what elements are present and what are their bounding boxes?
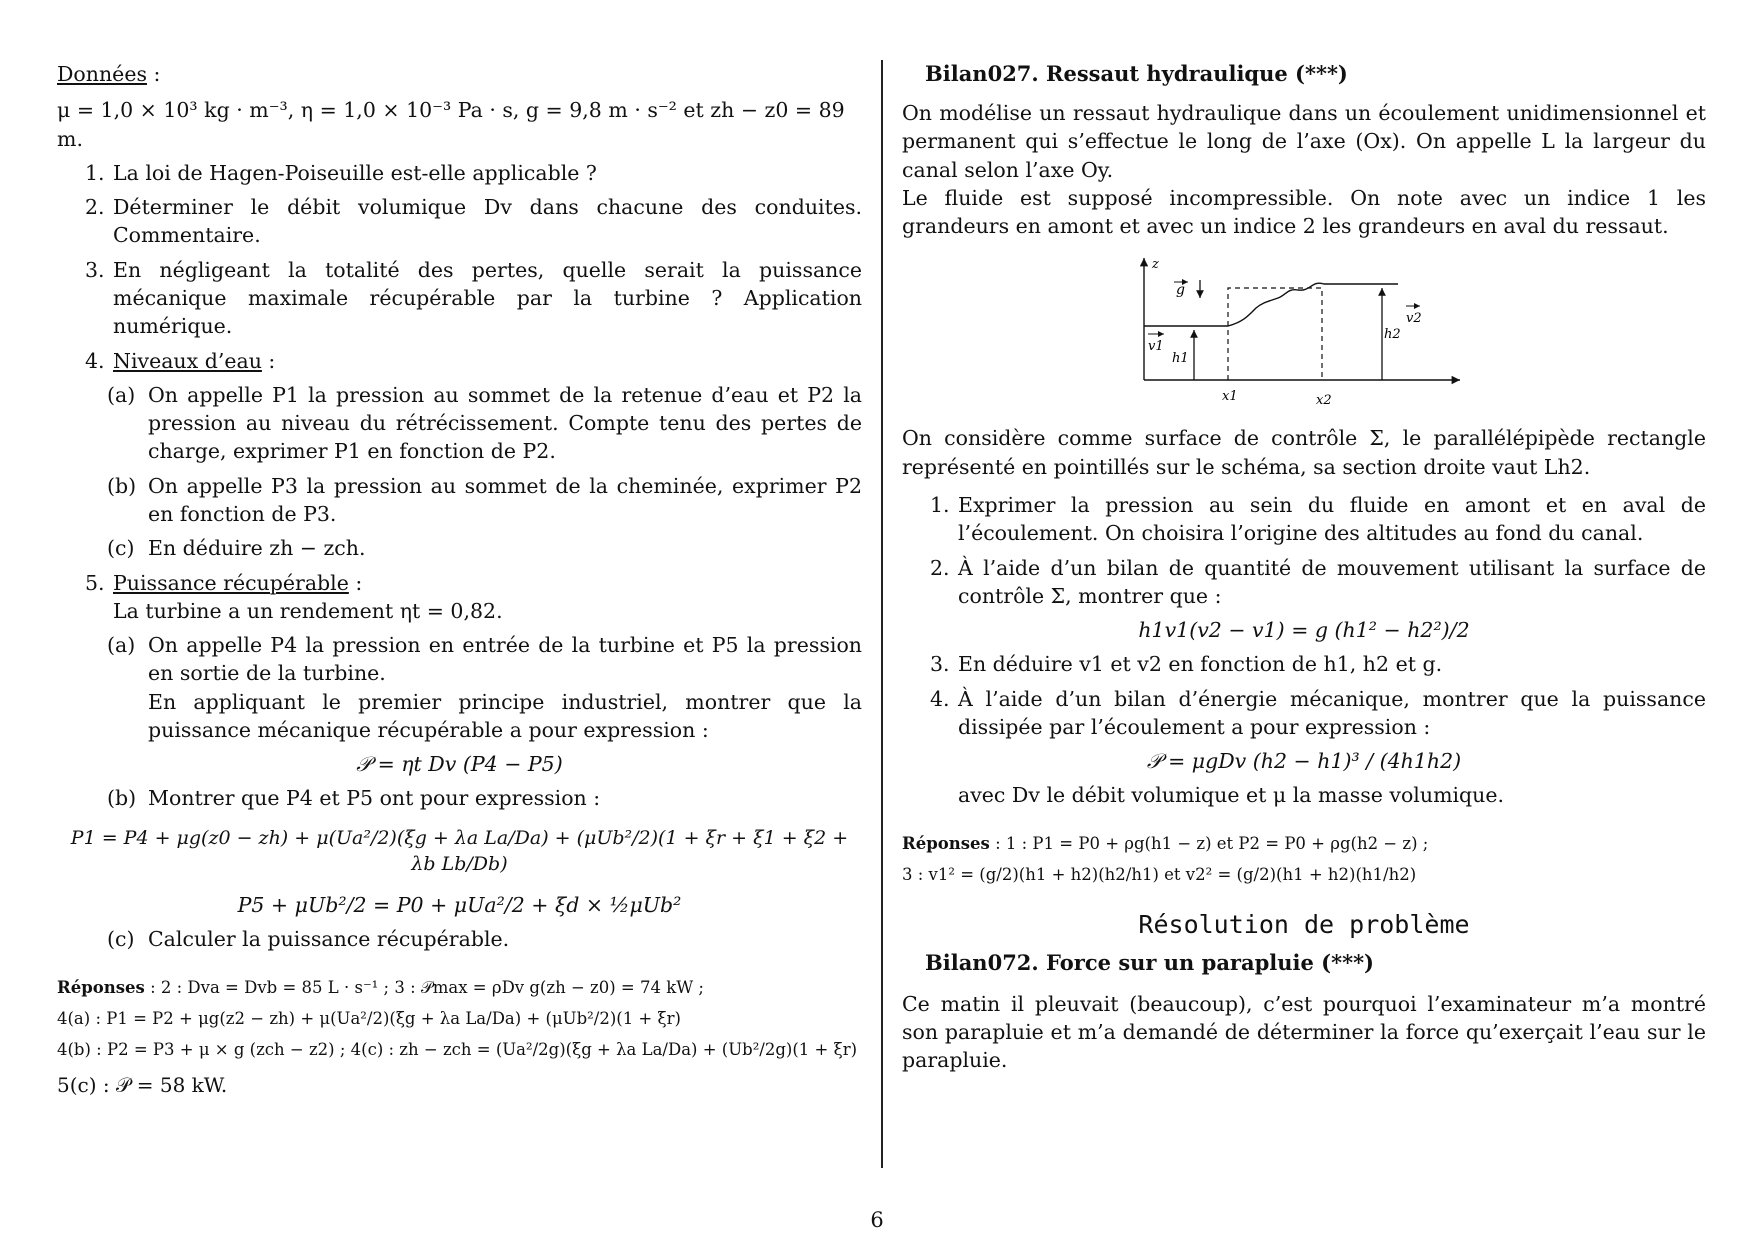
question-5b: (b) Montrer que P4 et P5 ont pour expression :	[107, 786, 601, 811]
answers-line-3: 4(b) : P2 = P3 + μ × g (zch − z2) ; 4(c) : zh − zch = (Ua²/2g)(ξg + λa La/Da) + (Ub²/2g)(1 + ξr)	[57, 1040, 858, 1060]
g-label: g	[1176, 282, 1185, 299]
h2-label: h2	[1384, 327, 1401, 343]
x2-label: x2	[1316, 393, 1332, 409]
paragraph-control-surface: On considère comme surface de contrôle Σ, le parallélépipède rectangle représenté en pointillés sur le schéma, sa section droite vaut Lh2.	[902, 426, 1706, 479]
control-surface	[1228, 288, 1322, 380]
hydraulic-jump-diagram	[1118, 250, 1498, 410]
answers-right-line-1: Réponses : 1 : P1 = P0 + ρg(h1 − z) et P2 = P0 + ρg(h2 − z) ;	[902, 833, 1429, 853]
equation-momentum: h1v1(v2 − v1) = g (h1² − h2²)/2	[1138, 618, 1470, 643]
right-question-4: 4. À l’aide d’un bilan d’énergie mécanique, montrer que la puissance dissipée par l’écoulement a pour expression :	[930, 686, 1706, 739]
question-4b: (b) On appelle P3 la pression au sommet de la cheminée, exprimer P2 en fonction de P3.	[107, 473, 862, 526]
question-4a: (a) On appelle P1 la pression au sommet de la retenue d’eau et P2 la pression au niveau du rétrécissement. Compte tenu des pertes de charge, exprimer P1 en fonction de P2.	[107, 382, 862, 464]
answers-line-1: Réponses : 2 : Dva = Dvb = 85 L · s⁻¹ ; 3 : 𝒫max = ρDv g(zh − z0) = 74 kW ;	[57, 977, 704, 997]
answers-line-2: 4(a) : P1 = P2 + μg(z2 − zh) + μ(Ua²/2)(ξg + λa La/Da) + (μUb²/2)(1 + ξr)	[57, 1009, 681, 1029]
right-column	[902, 60, 1706, 1075]
exercise-title-bilan072: Bilan072. Force sur un parapluie (***)	[925, 949, 1374, 975]
question-4: 4. Niveaux d’eau :	[85, 348, 276, 373]
question-1: 1. La loi de Hagen-Poiseuille est-elle applicable ?	[85, 160, 597, 185]
z-label: z	[1152, 257, 1159, 273]
right-question-1: 1. Exprimer la pression au sein du fluide en amont et en aval de l’écoulement. On choisira l’origine des altitudes au fond du canal.	[930, 492, 1706, 546]
question-3: 3. En négligeant la totalité des pertes, quelle serait la puissance mécanique maximale récupérable par la turbine ? Application numérique.	[85, 257, 862, 339]
equation-p5: P5 + μUb²/2 = P0 + μUa²/2 + ξd × ½μUb²	[237, 893, 682, 918]
right-question-3: 3. En déduire v1 et v2 en fonction de h1, h2 et g.	[930, 652, 1443, 677]
left-column	[57, 60, 862, 1104]
exercise-title-bilan027: Bilan027. Ressaut hydraulique (***)	[925, 61, 1348, 86]
right-question-2: 2. À l’aide d’un bilan de quantité de mouvement utilisant la surface de contrôle Σ, montrer que :	[930, 555, 1706, 608]
x1-label: x1	[1222, 389, 1238, 405]
question-5a: (a) On appelle P4 la pression en entrée de la turbine et P5 la pression en sortie de la turbine. En appliquant le premier principe industriel, montrer que la puissance mécanique récupérable a pour expression :	[107, 633, 862, 742]
column-divider	[881, 60, 883, 1168]
v2-label: v2	[1406, 311, 1422, 327]
equation-dissipated-power: 𝒫 = μgDv (h2 − h1)³ / (4h1h2)	[1146, 749, 1462, 774]
answers-left	[57, 972, 862, 1104]
v1-label: v1	[1148, 339, 1164, 355]
equation-p1: P1 = P4 + μg(z0 − zh) + μ(Ua²/2)(ξg + λa La/Da) + (μUb²/2)(1 + ξr + ξ1 + ξ2 + λb Lb/Db)	[70, 826, 849, 875]
question-5: 5. Puissance récupérable : La turbine a un rendement ηt = 0,82.	[85, 570, 503, 623]
data-values: μ = 1,0 × 10³ kg · m⁻³, η = 1,0 × 10⁻³ Pa · s, g = 9,8 m · s⁻² et zh − z0 = 89 m.	[57, 98, 845, 151]
question-2: 2. Déterminer le débit volumique Dv dans chacune des conduites. Commentaire.	[85, 195, 862, 248]
answers-right	[902, 828, 1706, 891]
question-4c: (c) En déduire zh − zch.	[107, 536, 366, 561]
h1-label: h1	[1172, 351, 1189, 367]
equation-power: 𝒫 = ηt Dv (P4 − P5)	[356, 752, 563, 777]
question-5c: (c) Calculer la puissance récupérable.	[107, 927, 510, 952]
section-heading: Résolution de problème	[1138, 910, 1470, 940]
paragraph-fluid: Le fluide est supposé incompressible. On note avec un indice 1 les grandeurs en amont et avec un indice 2 les grandeurs en aval du ressaut.	[902, 185, 1706, 239]
right-question-4-note: avec Dv le débit volumique et μ la masse volumique.	[958, 783, 1505, 808]
paragraph-intro: On modélise un ressaut hydraulique dans un écoulement unidimensionnel et permanent qui s’effectue le long de l’axe (Ox). On appelle L la largeur du canal selon l’axe Oy.	[902, 100, 1706, 182]
answers-line-4: 5(c) : 𝒫 = 58 kW.	[57, 1072, 228, 1097]
data-heading: Données :	[57, 62, 161, 86]
answers-right-line-2: 3 : v1² = (g/2)(h1 + h2)(h2/h1) et v2² = (g/2)(h1 + h2)(h1/h2)	[902, 865, 1417, 885]
paragraph-umbrella: Ce matin il pleuvait (beaucoup), c’est pourquoi l’examinateur m’a montré son parapluie et m’a demandé de déterminer la force qu’exerçait l’eau sur le parapluie.	[902, 991, 1706, 1073]
page-number: 6	[870, 1208, 884, 1232]
